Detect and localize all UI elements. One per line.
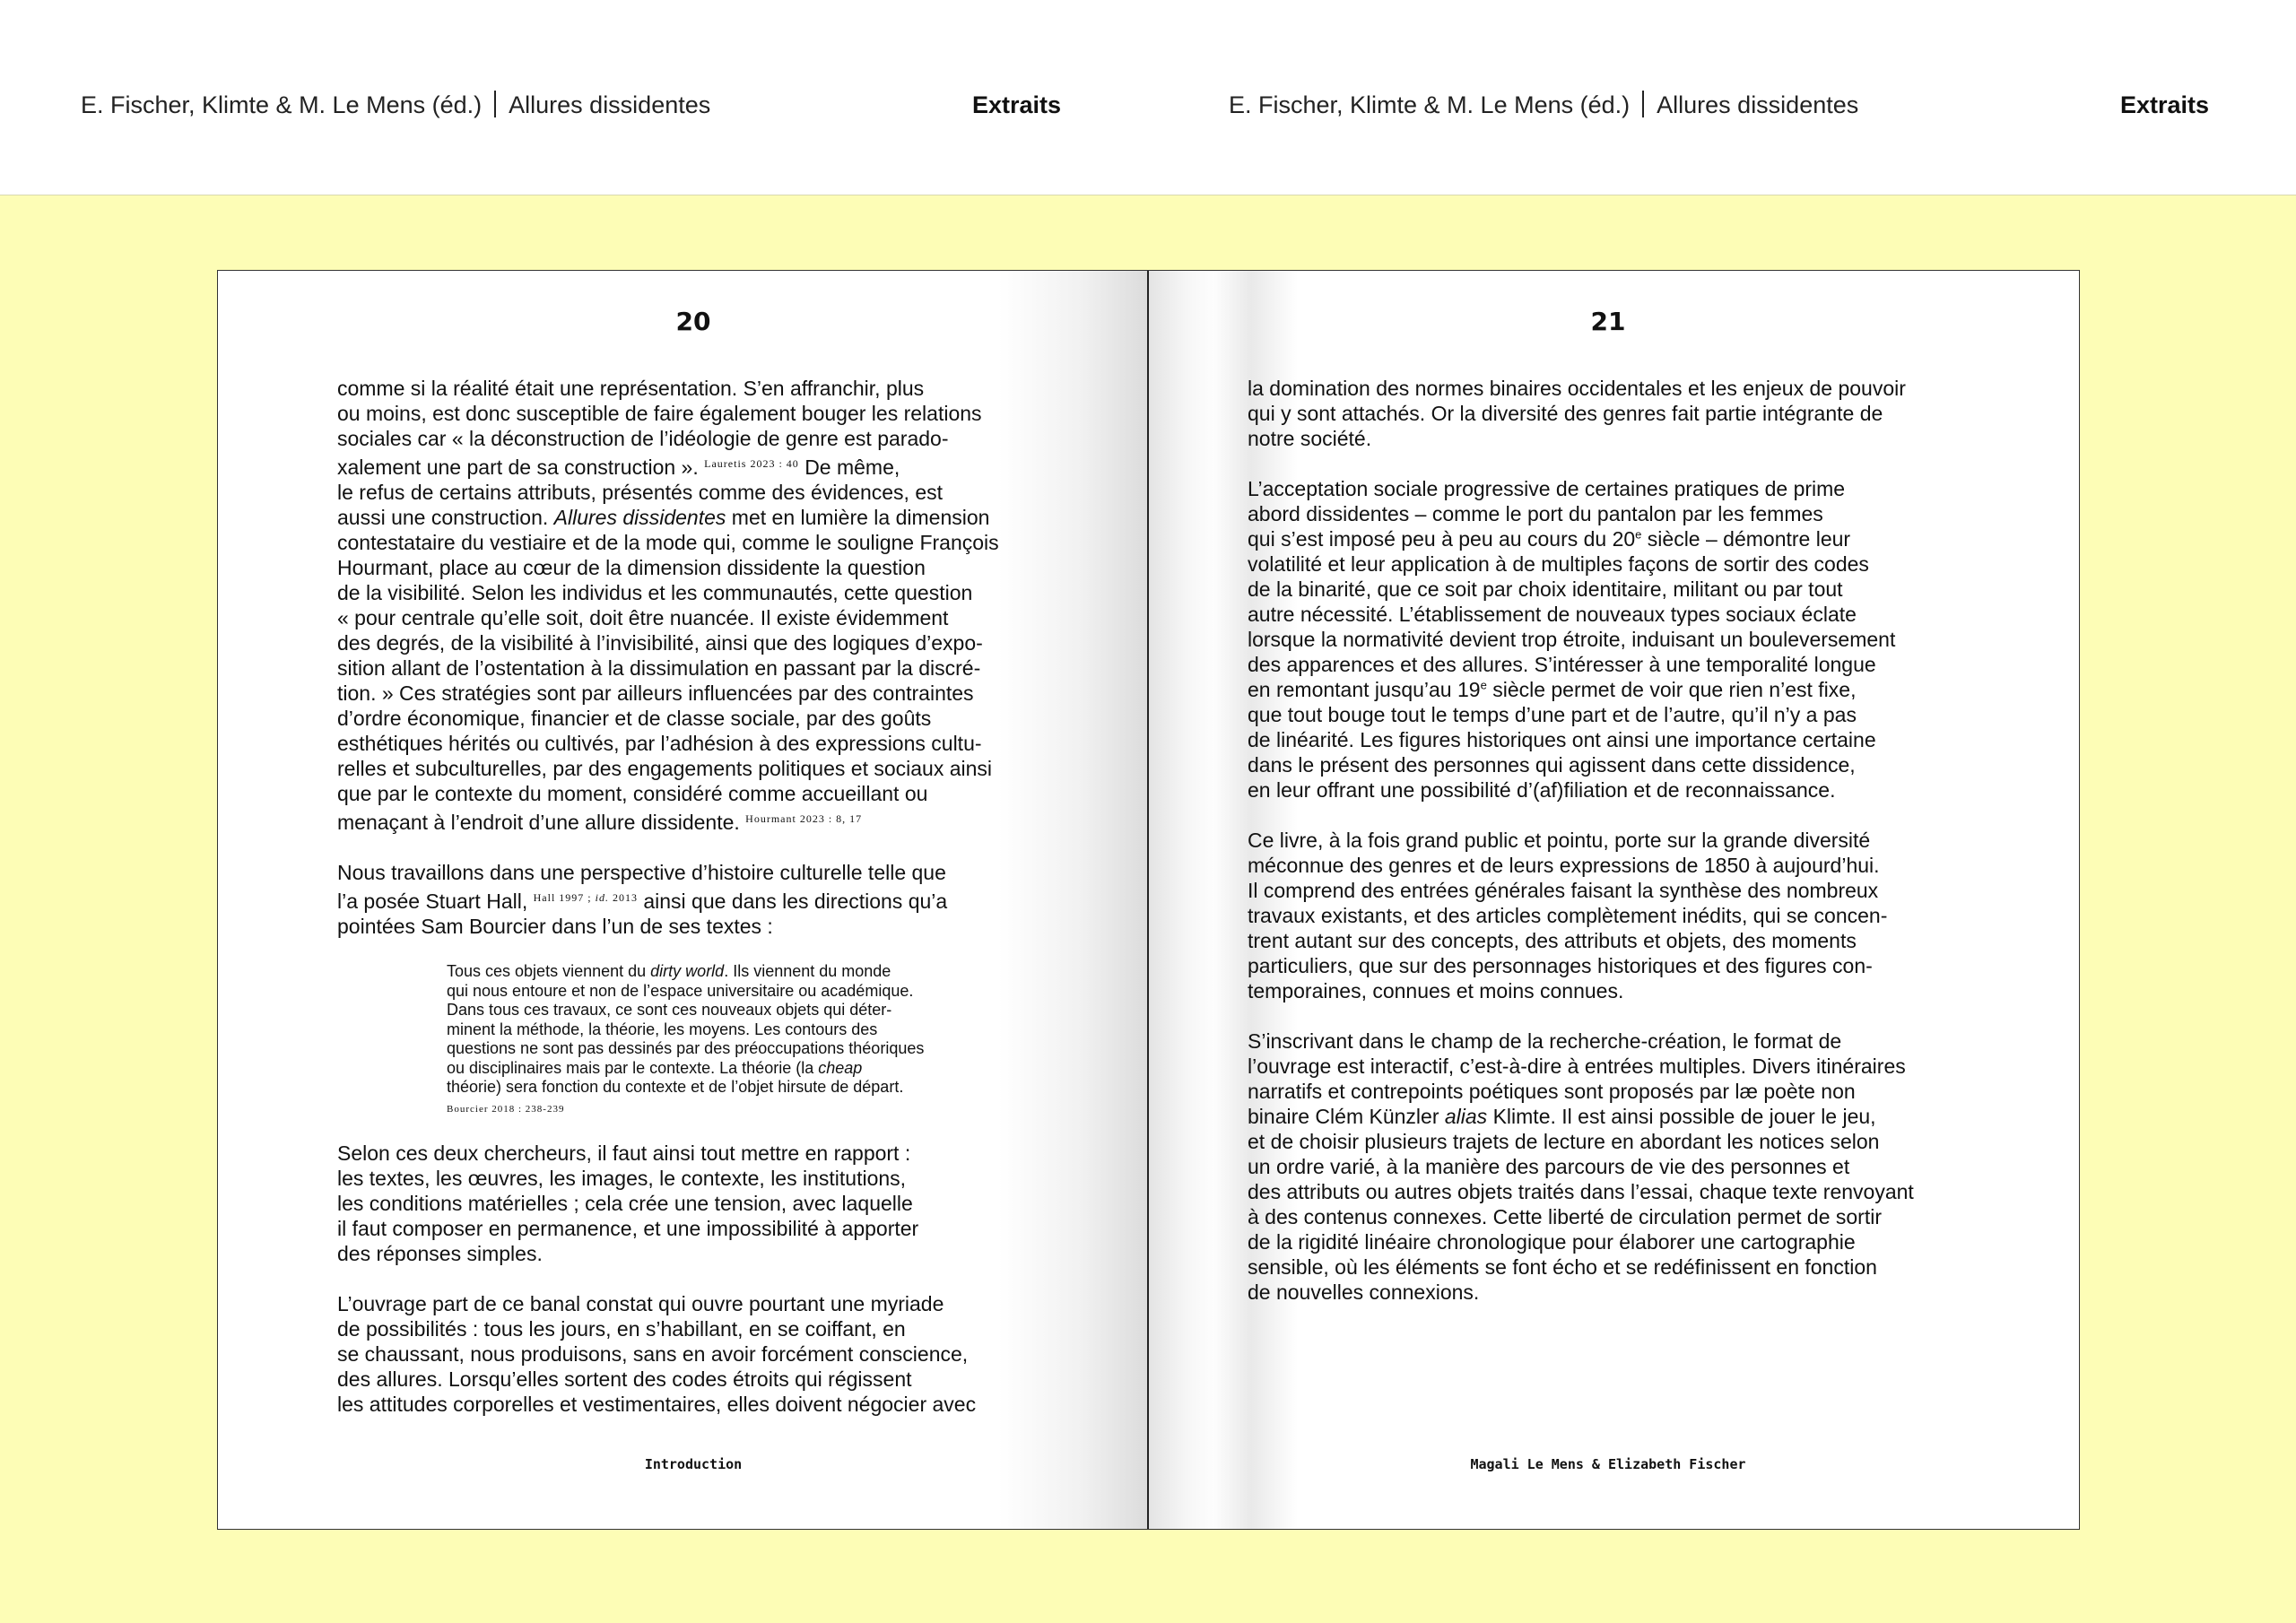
header-left-credit [81,87,710,123]
header-right-credit [1229,87,1858,123]
book-spread [217,270,2080,1530]
left-page [218,271,1147,1529]
citation-ref: Hourmant 2023 : 8, 17 [745,812,863,825]
page-footer: Introduction [644,1456,743,1472]
header-book-title: Allures dissidentes [509,91,711,118]
paragraph: Selon ces deux chercheurs, il faut ainsi tout mettre en rapport : les textes, les œuvres, les images, le contexte, les institutions, les conditions matérielles ; cela crée une tension, avec laquelle il faut composer en permanence, et une impossibilité à apporter des réponses simples. [337,1141,919,1265]
paragraph: la domination des normes binaires occidentales et les enjeux de pouvoir qui y sont attachés. Or la diversité des genres fait partie intégrante de notre société. [1248,377,1906,450]
paragraph: L’acceptation sociale progressive de certaines pratiques de prime abord dissidentes – comme le port du pantalon par les femmes qui s’est imposé peu à peu au cours du 20e siècle – démontre leur volatilité et leur application à de multiples façons de sortir des codes de la binarité, que ce soit par choix identitaire, militant ou par tout autre nécessité. L’établissement de nouveaux types sociaux éclate lorsque la normativité devient trop étroite, induisant un bouleversement des apparences et des allures. S’intéresser à une temporalité longue en remontant jusqu’au 19e siècle permet de voir que rien n’est fixe, que tout bouge tout le temps d’une part et de l’autre, qu’il n’y a pas de linéarité. Les figures historiques ont ainsi une importance certaine dans le présent des personnes qui agissent dans cette dissidence, en leur offrant une possibilité d’(af)filiation et de reconnaissance. [1248,477,1896,802]
right-page-body [1248,376,1983,1305]
header-section-label: Extraits [972,91,1062,118]
paragraph: L’ouvrage part de ce banal constat qui ouvre pourtant une myriade de possibilités : tous les jours, en s’habillant, en se coiffant, en se chaussant, nous produisons, sans en avoir forcément conscience, des allures. Lorsqu’elles sortent des codes étroits qui régissent les attitudes corporelles et vestimentaires, elles doivent négocier avec [337,1292,977,1416]
paragraph: comme si la réalité était une représentation. S’en affranchir, plus ou moins, est donc susceptible de faire également bouger les relations sociales car « la déconstruction de l’idéologie de genre est parado- xalement une part de sa construction ». $^{Lauretis 2023 : 40}$ De même, le refus de certains attributs, présentés comme des évidences, est aussi une construction. Allures dissidentes met en lumière la dimension contestataire du vestiaire et de la mode qui, comme le souligne François Hourmant, place au cœur de la dimension dissidente la question de la visibilité. Selon les individus et les communautés, cette question « pour centrale qu’elle soit, doit être nuancée. Il existe évidemment des degrés, de la visibilité à l’invisibilité, ainsi que des logiques d’expo- sition allant de l’ostentation à la dissimulation en passant par la discré- tion. » Ces stratégies sont par ailleurs influencées par des contraintes d’ordre économique, financier et de classe sociale, par des goûts esthétiques hérités ou cultivés, par l’adhésion à des expressions cultu- relles et subculturelles, par des engagements politiques et sociaux ainsi que par le contexte du moment, considéré comme accueillant ou menaçant à l’endroit d’une allure dissidente. $^{Hourmant 2023 : 8, 17}$ [337,377,999,834]
header-authors: E. Fischer, Klimte & M. Le Mens (éd.) [1229,91,1631,118]
header-section-label: Extraits [2120,91,2210,118]
header-book-title: Allures dissidentes [1657,91,1859,118]
left-page-body [337,376,1073,1417]
header-divider [494,91,496,117]
block-quote: Tous ces objets viennent du dirty world. Ils viennent du monde qui nous entoure et non de l’espace universitaire ou académique. Dans tous ces travaux, ce sont ces nouveaux objets qui déter- minent la méthode, la théorie, les moyens. Les contours des questions ne sont pas dessinés par des préoccupations théoriques ou disciplinaires mais par le contexte. La théorie (la cheap théorie) sera fonction du contexte et de l’objet hirsute de départ. Bourcier 2018 : 238-239 [447,962,925,1115]
page-number: 21 [1590,307,1626,336]
header-authors: E. Fischer, Klimte & M. Le Mens (éd.) [81,91,483,118]
paragraph: Ce livre, à la fois grand public et pointu, porte sur la grande diversité méconnue des genres et de leurs expressions de 1850 à aujourd’hui. Il comprend des entrées générales faisant la synthèse des nombreux travaux existants, et des articles complètement inédits, qui se concen- trent autant sur des concepts, des attributs et objets, des moments particuliers, que sur des personnages historiques et des figures con- temporaines, connues et moins connues. [1248,829,1888,1002]
page-number: 20 [675,307,711,336]
citation-ref: Bourcier 2018 : 238-239 [447,1103,565,1115]
top-header-bar [0,0,2296,195]
paragraph: S’inscrivant dans le champ de la recherche-création, le format de l’ouvrage est interactif, c’est-à-dire à entrées multiples. Divers itinéraires narratifs et contrepoints poétiques sont proposés par læ poète non binaire Clém Künzler alias Klimte. Il est ainsi possible de jouer le jeu, et de choisir plusieurs trajets de lecture en abordant les notices selon un ordre varié, à la manière des parcours de vie des personnes et des attributs ou autres objets traités dans l’essai, chaque texte renvoyant à des contenus connexes. Cette liberté de circulation permet de sortir de la rigidité linéaire chronologique pour élaborer une cartographie sensible, où les éléments se font écho et se redéfinissent en fonction de nouvelles connexions. [1248,1029,1914,1304]
paragraph: Nous travaillons dans une perspective d’histoire culturelle telle que l’a posée Stuart Hall, $^{Hall 1997 ; id. 2013}$ ainsi que dans les directions qu’a pointées Sam Bourcier dans l’un de ses textes : [337,861,948,938]
header-divider [1642,91,1644,117]
citation-ref: Lauretis 2023 : 40 [704,457,799,470]
page-footer: Magali Le Mens & Elizabeth Fischer [1470,1456,1746,1472]
citation-ref: Hall 1997 ; id. 2013 [533,891,638,904]
right-page [1149,271,2079,1529]
